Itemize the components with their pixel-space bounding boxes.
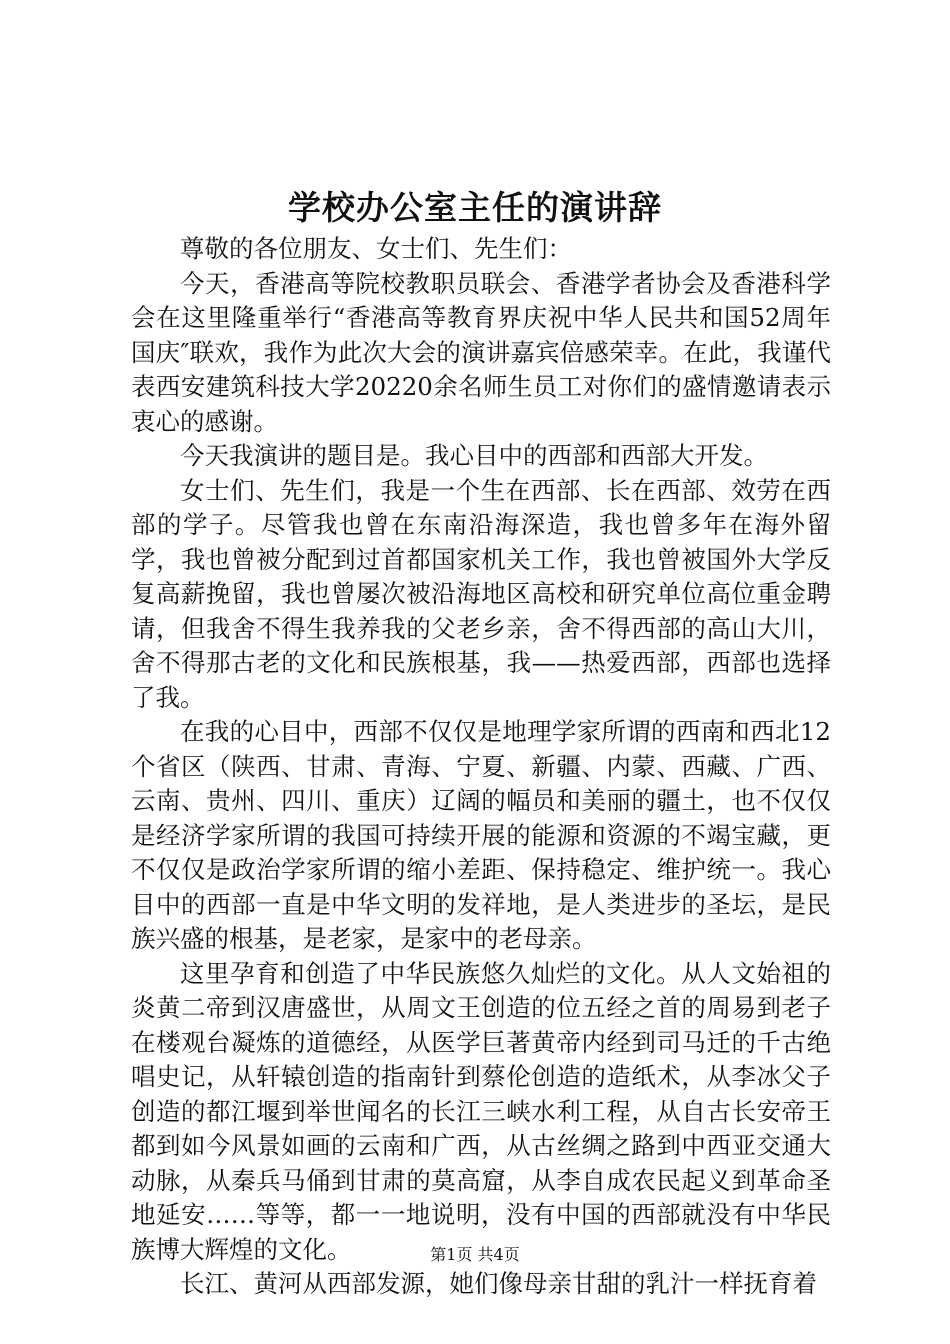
paragraph-opening: 今天，香港高等院校教职员联会、香港学者协会及香港科学会在这里隆重举行“香港高等教育界庆祝中华人民共和国52周年国庆″联欢，我作为此次大会的演讲嘉宾倍感荣幸。在此，我谨代表西安建筑科技大学20220余名师生员工对你们的盛情邀请表示衷心的感谢。 (131, 268, 831, 436)
paragraph-west-meaning: 在我的心目中，西部不仅仅是地理学家所谓的西南和西北12个省区（陕西、甘肃、青海、宁夏、新疆、内蒙、西藏、广西、云南、贵州、四川、重庆）辽阔的幅员和美丽的疆土，也不仅仅是经济学家所谓的我国可持续开展的能源和资源的不竭宝藏，更不仅仅是政治学家所谓的缩小差距、保持稳定、维护统一。我心目中的西部一直是中华文明的发祥地，是人类进步的圣坛，是民族兴盛的根基，是老家，是家中的老母亲。 (131, 717, 831, 953)
paragraph-topic: 今天我演讲的题目是。我心目中的西部和西部大开发。 (180, 441, 768, 470)
paragraph-culture: 这里孕育和创造了中华民族悠久灿烂的文化。从人文始祖的炎黄二帝到汉唐盛世，从周文王创造的位五经之首的周易到老子在楼观台凝炼的道德经，从医学巨著黄帝内经到司马迁的千古绝唱史记，从轩辕创造的指南针到蔡伦创造的造纸术，从李冰父子创造的都江堰到举世闻名的长江三峡水利工程，从自古长安帝王都到如今风景如画的云南和广西，从古丝绸之路到中西亚交通大动脉，从秦兵马俑到甘肃的莫高窟，从李自成农民起义到革命圣地延安……等等，都一一地说明，没有中国的西部就没有中华民族博大辉煌的文化。 (131, 958, 831, 1264)
paragraph-rivers: 长江、黄河从西部发源，她们像母亲甘甜的乳汁一样抚育着 (180, 1269, 817, 1298)
page-number-footer: 第1页 共4页 (430, 1245, 520, 1264)
document-body (131, 232, 831, 1302)
document-title: 学校办公室主任的演讲辞 (288, 188, 662, 227)
paragraph-greeting: 尊敬的各位朋友、女士们、先生们： (180, 234, 572, 263)
paragraph-background: 女士们、先生们，我是一个生在西部、长在西部、效劳在西部的学子。尽管我也曾在东南沿海深造，我也曾多年在海外留学，我也曾被分配到过首都国家机关工作，我也曾被国外大学反复高薪挽留，我也曾屡次被沿海地区高校和研究单位高位重金聘请，但我舍不得生我养我的父老乡亲，舍不得西部的高山大川，舍不得那古老的文化和民族根基，我——热爱西部，西部也选择了我。 (131, 475, 831, 712)
